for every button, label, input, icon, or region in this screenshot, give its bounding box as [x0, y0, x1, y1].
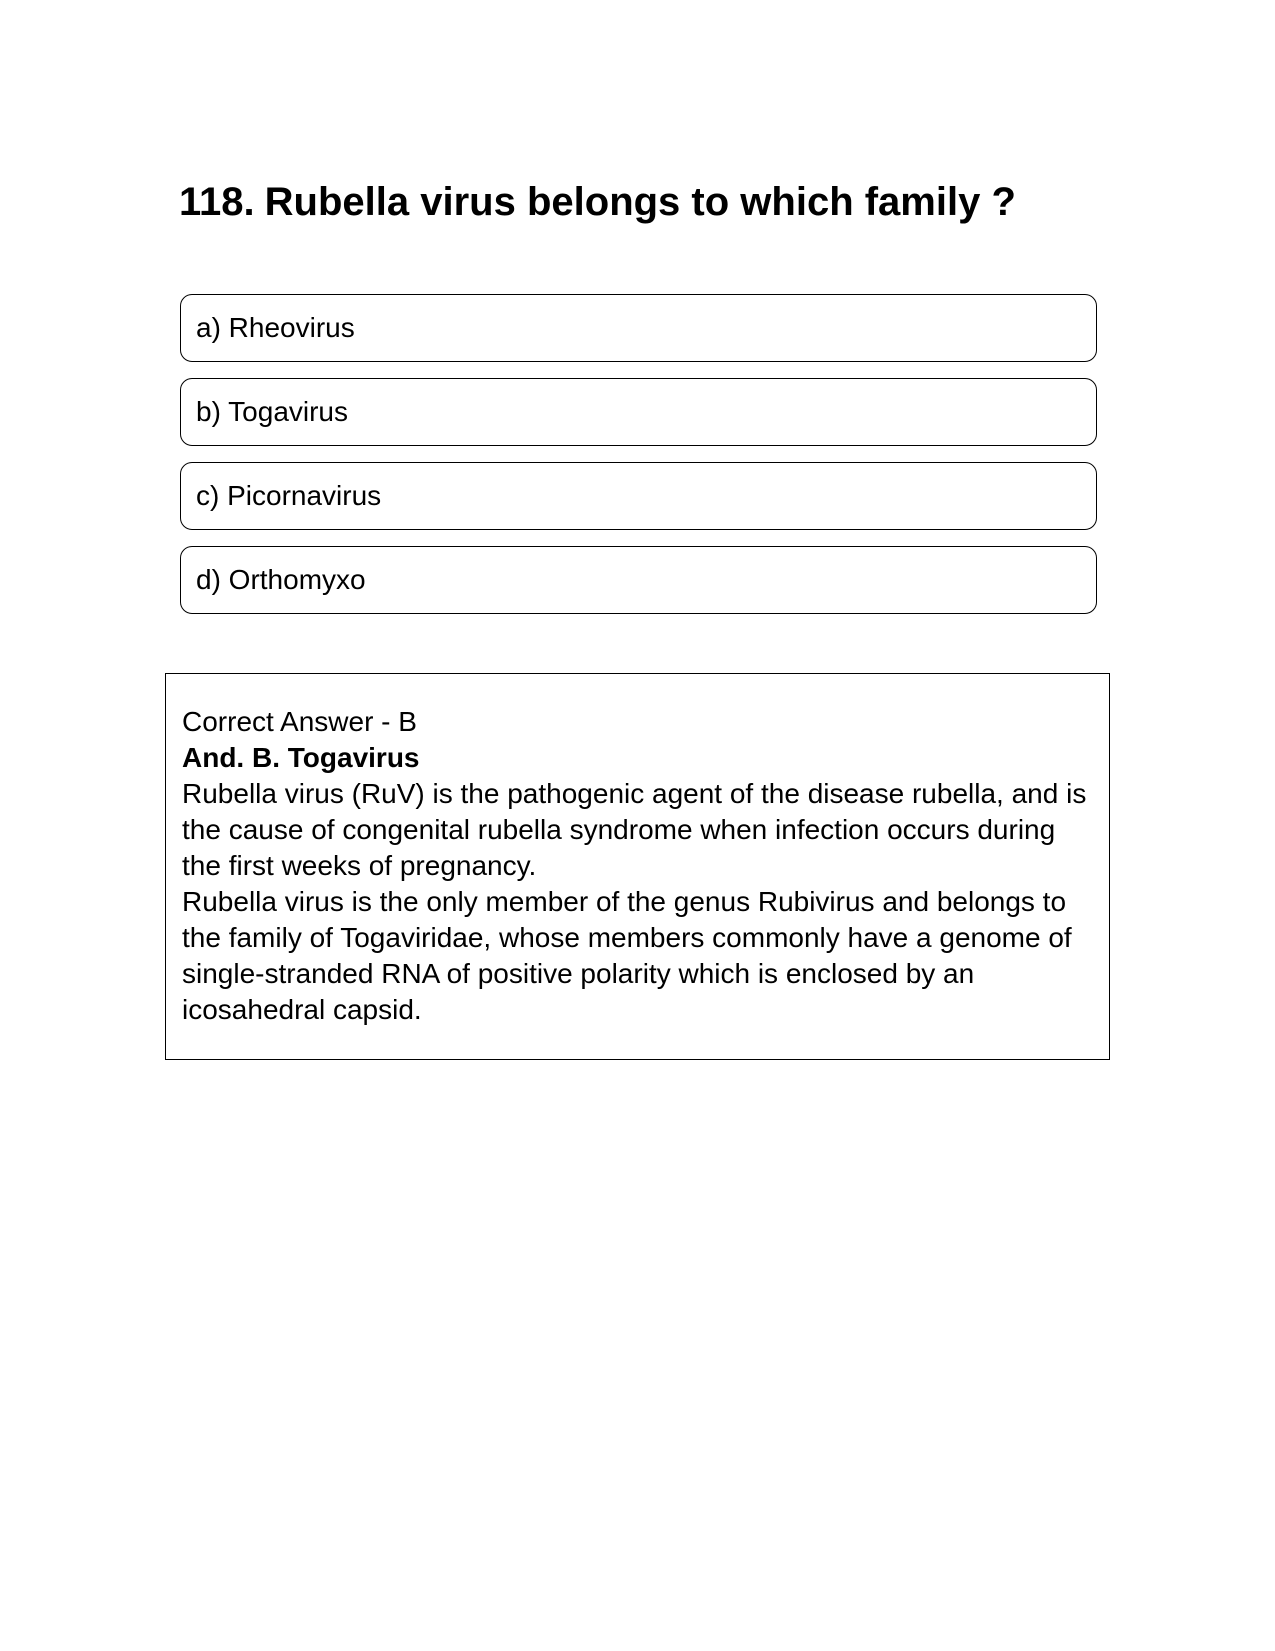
- question-text: Rubella virus belongs to which family ?: [264, 180, 1016, 224]
- explanation-paragraph-1: Rubella virus (RuV) is the pathogenic agent of the disease rubella, and is the cause of congenital rubella syndrome when infection occurs during the first weeks of pregnancy.: [182, 778, 1087, 881]
- option-c[interactable]: c) Picornavirus: [180, 462, 1097, 530]
- options-list: [180, 294, 1097, 630]
- option-b[interactable]: b) Togavirus: [180, 378, 1097, 446]
- correct-answer-line: Correct Answer - B: [182, 706, 417, 737]
- question-title: [179, 178, 1099, 226]
- answer-heading: And. B. Togavirus: [182, 742, 420, 773]
- answer-explanation-box: [165, 673, 1110, 1060]
- question-number: 118.: [179, 180, 255, 224]
- option-a[interactable]: a) Rheovirus: [180, 294, 1097, 362]
- option-d[interactable]: d) Orthomyxo: [180, 546, 1097, 614]
- explanation-paragraph-2: Rubella virus is the only member of the genus Rubivirus and belongs to the family of Togaviridae, whose members commonly have a genome of single-stranded RNA of positive polarity which is enclosed by an icosahedral capsid.: [182, 886, 1072, 1025]
